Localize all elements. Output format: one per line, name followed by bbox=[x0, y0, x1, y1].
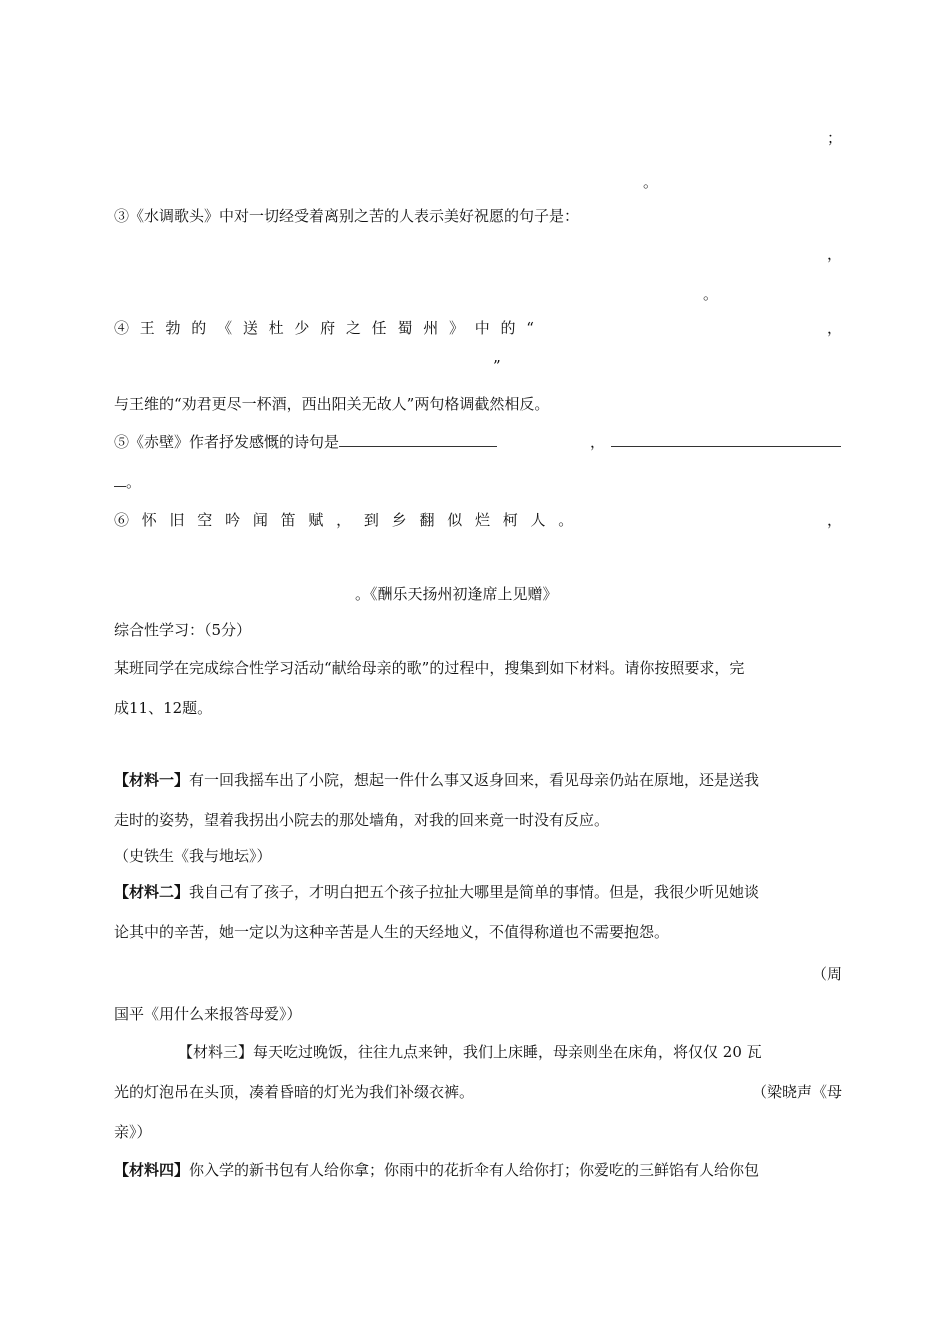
section-heading: 综合性学习：（5分） bbox=[114, 621, 252, 639]
material-text: 每天吃过晚饭，往往九点来钟，我们上床睡，母亲则坐在床角，将仅仅 20 瓦 bbox=[253, 1043, 762, 1061]
question-5-second bbox=[590, 432, 841, 452]
material-3 bbox=[178, 1042, 762, 1062]
instruction-line-2: 成11、12题。 bbox=[114, 699, 213, 717]
material-1 bbox=[114, 770, 759, 790]
material-3-line-2: 光的灯泡吊在头顶，凑着昏暗的灯光为我们补缀衣裤。 bbox=[114, 1083, 475, 1101]
line-period: 。 bbox=[643, 173, 659, 191]
answer-blank[interactable] bbox=[339, 432, 497, 447]
question-5-end bbox=[114, 472, 141, 492]
material-2-source-a: （周 bbox=[811, 965, 842, 983]
question-3: ③《水调歌头》中对一切经受着离别之苦的人表示美好祝愿的句子是： bbox=[114, 207, 580, 225]
line-comma: ， bbox=[826, 319, 842, 337]
line-period: 。 bbox=[126, 473, 142, 491]
line-comma: ， bbox=[590, 433, 606, 451]
question-6: ⑥ 怀 旧 空 吟 闻 笛 赋 ， 到 乡 翻 似 烂 柯 人 。 bbox=[114, 511, 578, 529]
question-4: ④ 王 勃 的 《 送 杜 少 府 之 任 蜀 州 》 中 的 “ bbox=[114, 319, 537, 337]
closing-quote: ” bbox=[493, 357, 501, 375]
material-2-source-b: 国平《用什么来报答母爱》） bbox=[114, 1005, 302, 1023]
line-comma: ， bbox=[826, 245, 842, 263]
instruction-line-1: 某班同学在完成综合性学习活动“献给母亲的歌”的过程中，搜集到如下材料。请你按照要求，完 bbox=[114, 659, 745, 677]
poem-title: 。《酬乐天扬州初逢席上见赠》 bbox=[355, 585, 558, 603]
answer-blank[interactable] bbox=[114, 472, 126, 487]
answer-blank[interactable] bbox=[611, 432, 841, 447]
question-5-text: ⑤《赤壁》作者抒发感慨的诗句是 bbox=[114, 433, 340, 451]
material-tag: 【材料四】 bbox=[114, 1161, 190, 1179]
material-2 bbox=[114, 882, 759, 902]
material-text: 我自己有了孩子，才明白把五个孩子拉扯大哪里是简单的事情。但是，我很少听见她谈 bbox=[189, 883, 760, 901]
material-3-source-b: 亲》） bbox=[114, 1123, 152, 1141]
question-5 bbox=[114, 432, 497, 452]
question-4-continued: 与王维的“劝君更尽一杯酒，西出阳关无故人”两句格调截然相反。 bbox=[114, 395, 550, 413]
material-text: 你入学的新书包有人给你拿；你雨中的花折伞有人给你打；你爱吃的三鲜馅有人给你包 bbox=[189, 1161, 760, 1179]
material-tag: 【材料一】 bbox=[114, 771, 190, 789]
line-period: 。 bbox=[703, 285, 719, 303]
material-3-source-a: （梁晓声《母 bbox=[751, 1083, 842, 1101]
material-1-source: （史铁生《我与地坛》） bbox=[114, 847, 272, 865]
material-2-line-2: 论其中的辛苦，她一定以为这种辛苦是人生的天经地义，不值得称道也不需要抱怨。 bbox=[114, 923, 670, 941]
material-tag: 【材料二】 bbox=[114, 883, 190, 901]
line-comma: ， bbox=[826, 511, 842, 529]
material-4 bbox=[114, 1160, 759, 1180]
material-tag: 【材料三】 bbox=[178, 1043, 254, 1061]
material-1-line-2: 走时的姿势，望着我拐出小院去的那处墙角，对我的回来竟一时没有反应。 bbox=[114, 811, 610, 829]
line-semicolon: ； bbox=[826, 129, 842, 147]
material-text: 有一回我摇车出了小院，想起一件什么事又返身回来，看见母亲仍站在原地，还是送我 bbox=[189, 771, 760, 789]
